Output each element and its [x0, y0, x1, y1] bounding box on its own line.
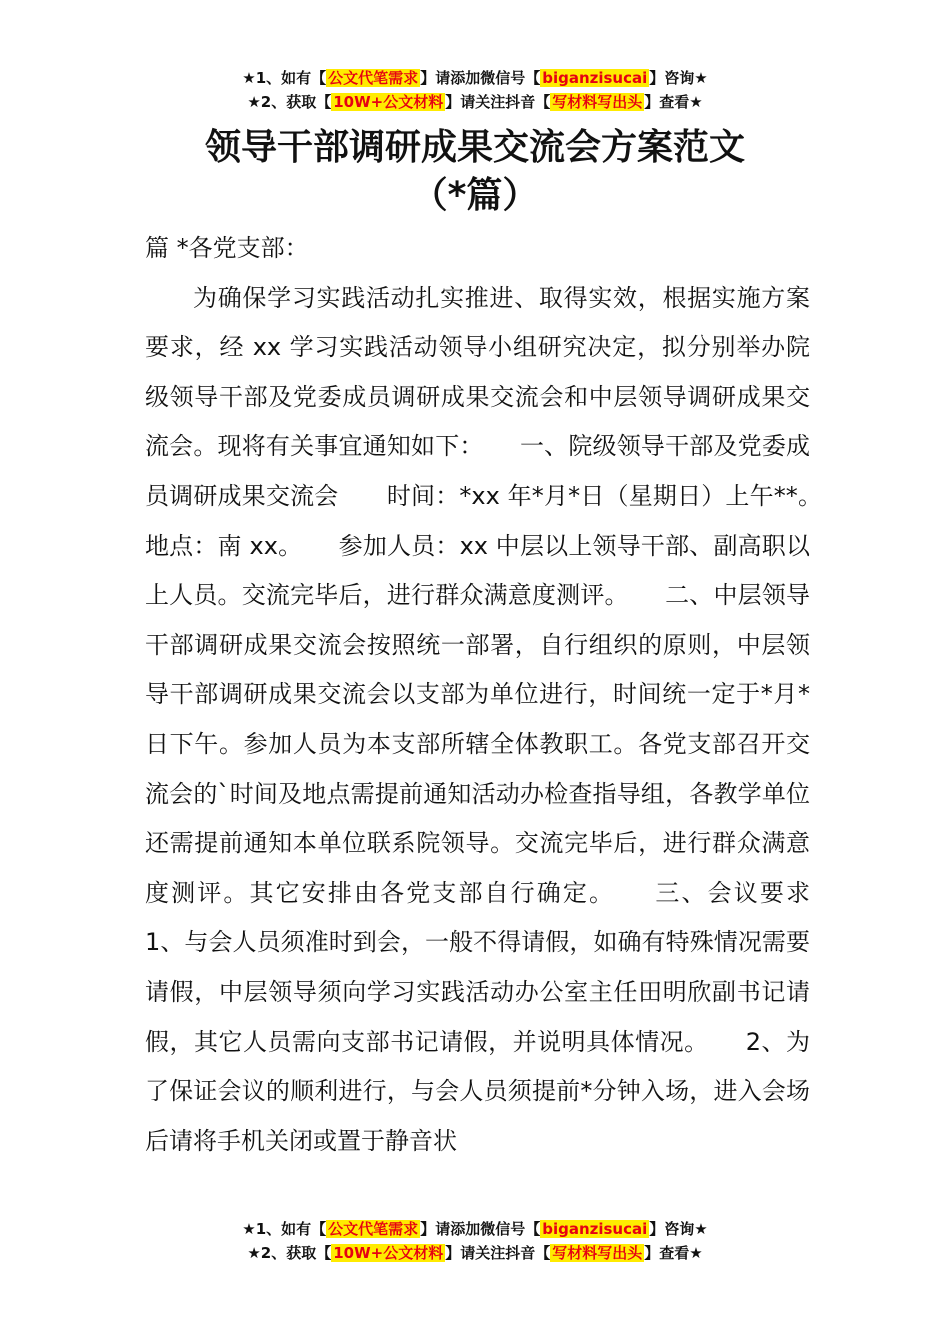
- body-paragraph: 为确保学习实践活动扎实推进、取得实效，根据实施方案要求，经 xx 学习实践活动领导小组研究决定，拟分别举办院级领导干部及党委成员调研成果交流会和中层领导调研成果交流会。现将有关事宜通知如下： 一、院级领导干部及党委成员调研成果交流会 时间：*xx 年*月*日（星期日）上午**。 地点：南 xx。 参加人员：xx 中层以上领导干部、副高职以上人员。交流完毕后，进行群众满意度测评。 二、中层领导干部调研成果交流会按照统一部署，自行组织的原则，中层领导干部调研成果交流会以支部为单位进行，时间统一定于*月*日下午。参加人员为本支部所辖全体教职工。各党支部召开交流会的`时间及地点需提前通知活动办检查指导组，各教学单位还需提前通知本单位联系院领导。交流完毕后，进行群众满意度测评。其它安排由各党支部自行确定。 三、会议要求 1、与会人员须准时到会，一般不得请假，如确有特殊情况需要请假，中层领导须向学习实践活动办公室主任田明欣副书记请假，其它人员需向支部书记请假，并说明具体情况。 2、为了保证会议的顺利进行，与会人员须提前*分钟入场，进入会场后请将手机关闭或置于静音状: [145, 283, 858, 1155]
- banner-line-2: [0, 1241, 950, 1265]
- banner-text: 】咨询★: [649, 69, 708, 87]
- banner-line-2: [0, 90, 950, 114]
- banner-line-1: [0, 1217, 950, 1241]
- banner-highlight: biganzisucai: [542, 69, 648, 87]
- salutation: 篇 *各党支部：: [145, 234, 309, 262]
- banner-text: 】查看★: [644, 1244, 703, 1262]
- banner-text: ★1、如有【: [242, 69, 327, 87]
- banner-text: 】请添加微信号【: [420, 1220, 541, 1238]
- bottom-banner: [0, 1217, 950, 1265]
- banner-text: ★2、获取【: [247, 93, 332, 111]
- banner-line-1: [0, 66, 950, 90]
- banner-highlight: 10W+公文材料: [333, 1244, 444, 1262]
- title-line-2: （*篇）: [411, 175, 539, 216]
- banner-text: 】查看★: [644, 93, 703, 111]
- banner-highlight: 公文代笔需求: [328, 1220, 419, 1238]
- banner-highlight: 10W+公文材料: [333, 93, 444, 111]
- banner-highlight: 公文代笔需求: [328, 69, 419, 87]
- banner-text: 】请关注抖音【: [445, 93, 551, 111]
- banner-text: 】咨询★: [649, 1220, 708, 1238]
- banner-text: ★1、如有【: [242, 1220, 327, 1238]
- banner-text: 】请添加微信号【: [420, 69, 541, 87]
- top-banner: [0, 66, 950, 114]
- document-body: [145, 224, 858, 1166]
- banner-highlight: biganzisucai: [542, 1220, 648, 1238]
- banner-highlight: 写材料写出头: [552, 1244, 643, 1262]
- title-line-1: 领导干部调研成果交流会方案范文: [204, 127, 745, 168]
- banner-text: ★2、获取【: [247, 1244, 332, 1262]
- banner-highlight: 写材料写出头: [552, 93, 643, 111]
- banner-text: 】请关注抖音【: [445, 1244, 551, 1262]
